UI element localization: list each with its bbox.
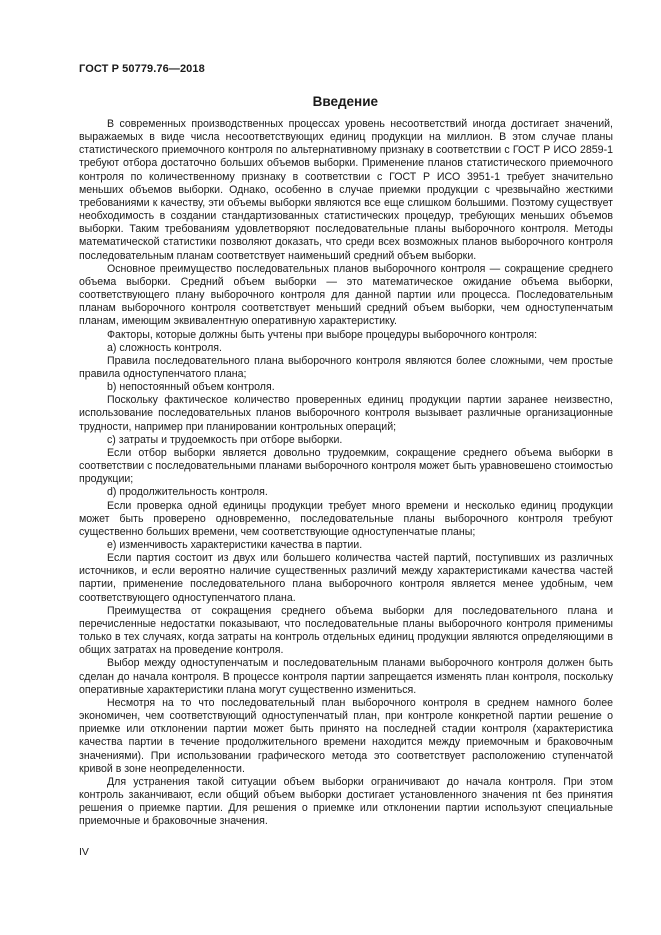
paragraph: Если партия состоит из двух или большего количества частей партий, поступивших из различных источников, и если вероятно наличие существенных различий между характеристиками качества частей партии, применение последовательного плана выборочного контроля является менее удобным, чем соответствующего одноступенчатого плана. (79, 552, 613, 604)
list-item: b) непостоянный объем контроля. (107, 381, 275, 394)
section-title: Введение (312, 94, 378, 109)
paragraph: В современных производственных процессах уровень несоответствий иногда достигает значений, выражаемых в виде числа несоответствующих единиц продукции на миллион. В этом случае планы статистического приемочного контроля по альтернативному признаку в соответствии с ГОСТ Р ИСО 2859-1 требуют отбора достаточно больших объемов выборки. Применение планов статистического приемочного контроля по количественному признаку в соответствии с ГОСТ Р ИСО 3951-1 требует значительно меньших объемов выборки. Однако, особенно в случае приемки продукции с чрезвычайно жесткими требованиями к качеству, эти объемы выборки являются все еще слишком большими. Поэтому существует необходимость в создании стандартизованных статистических процедур, требующих меньших объемов выборки. Таким требованиям удовлетворяют последовательные планы выборочного контроля. Методы математической статистики позволяют доказать, что среди всех возможных планов выборочного контроля последовательным планам соответствует наименьший средний объем выборки. (79, 118, 613, 262)
paragraph: Преимущества от сокращения среднего объема выборки для последовательного плана и перечисленные недостатки показывают, что последовательные планы выборочного контроля применимы только в тех случаях, когда затраты на контроль отдельных единиц продукции являются определяющими в общих затратах на проведение контроля. (79, 604, 613, 657)
paragraph: Правила последовательного плана выборочного контроля являются более сложными, чем простые правила одноступенчатого плана; (79, 354, 613, 380)
list-item: a) сложность контроля. (107, 341, 222, 354)
list-item: c) затраты и трудоемкость при отборе выборки. (107, 433, 343, 446)
document-body (79, 118, 613, 828)
section-title-wrapper (79, 93, 614, 111)
list-item: e) изменчивость характеристики качества в партии. (107, 539, 363, 551)
paragraph: Для устранения такой ситуации объем выборки ограничивают до начала контроля. При этом контроль заканчивают, если общий объем выборки достигает установленного значения nt без принятия решения о приемке партии. Для решения о приемке или отклонении партии используют специальные приемочные и браковочные значения. (79, 775, 613, 828)
page-number: IV (79, 846, 89, 858)
paragraph: Факторы, которые должны быть учтены при выборе процедуры выборочного контроля: (107, 328, 538, 341)
standard-designation: ГОСТ Р 50779.76—2018 (79, 63, 205, 75)
paragraph: Поскольку фактическое количество проверенных единиц продукции партии заранее неизвестно, использование последовательных планов выборочного контроля вызывает различные организационные трудности, например при планировании контрольных операций; (79, 394, 613, 433)
paragraph: Если отбор выборки является довольно трудоемким, сокращение среднего объема выборки в соответствии с последовательными планами выборочного контроля может быть уравновешено стоимостью продукции; (79, 446, 613, 486)
paragraph: Несмотря на то что последовательный план выборочного контроля в среднем намного более экономичен, чем соответствующий одноступенчатый план, при контроле конкретной партии решение о приемке или отклонении партии может быть принято на последней стадии контроля (характеристика качества партии в течение продолжительного времени находится между приемочным и браковочным значениями). При использовании графического метода это соответствует расположению ступенчатой кривой в зоне неопределенности. (79, 696, 613, 775)
paragraph: Если проверка одной единицы продукции требует много времени и несколько единиц продукции может быть проверено одновременно, последовательные планы выборочного контроля требуют существенно больших времени, чем соответствующие одноступенчатые планы; (79, 499, 613, 538)
paragraph: Выбор между одноступенчатым и последовательным планами выборочного контроля должен быть сделан до начала контроля. В процессе контроля партии запрещается изменять план контроля, поскольку оперативные характеристики плана могут существенно измениться. (79, 657, 613, 696)
paragraph: Основное преимущество последовательных планов выборочного контроля — сокращение среднего объема выборки. Средний объем выборки — это математическое ожидание объема выборки, соответствующего плану выборочного контроля для данной партии или процесса. Последовательным планам выборочного контроля соответствует меньший средний объем выборки, чем одноступенчатым планам, имеющим эквивалентную оперативную характеристику. (79, 262, 613, 328)
list-item: d) продолжительность контроля. (107, 486, 268, 499)
